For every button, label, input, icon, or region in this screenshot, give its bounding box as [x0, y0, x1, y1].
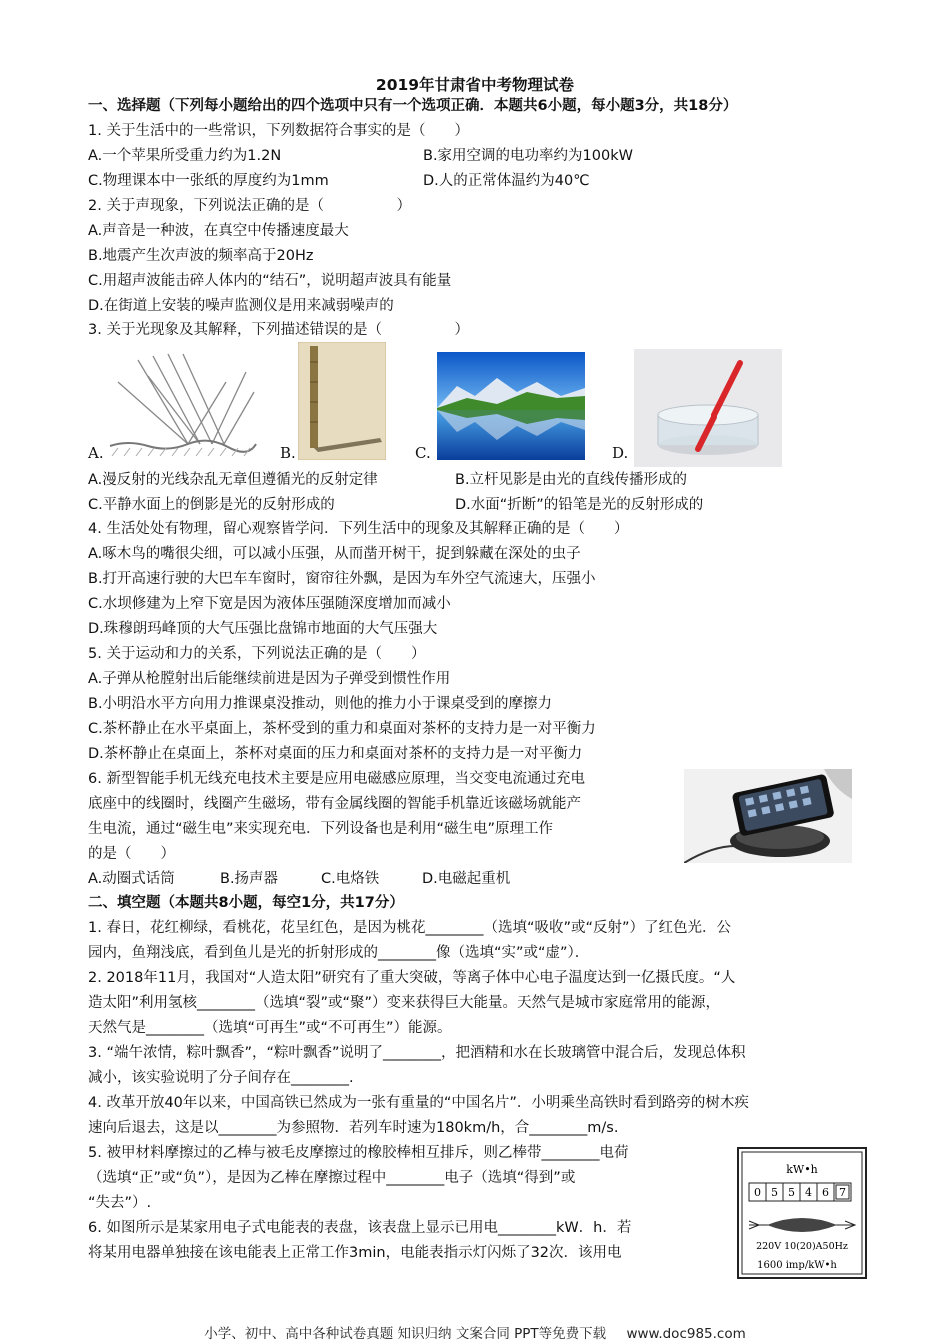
- fill-5-line-1: 5. 被甲材料摩擦过的乙棒与被毛皮摩擦过的橡胶棒相互排斥，则乙棒带________电荷: [88, 1145, 629, 1161]
- q5-option-c: C.茶杯静止在水平桌面上，茶杯受到的重力和桌面对茶杯的支持力是一对平衡力: [88, 721, 596, 737]
- meter-digit-decimal: 7: [839, 1186, 846, 1199]
- q2-option-b: B.地震产生次声波的频率高于20Hz: [88, 248, 314, 264]
- q5-option-b: B.小明沿水平方向用力推课桌没推动，则他的推力小于课桌受到的摩擦力: [88, 696, 553, 712]
- fill-4-line-2: 速向后退去，这是以________为参照物．若列车时速为180km/h，合________m/s.: [88, 1120, 619, 1136]
- fill-2-line-1: 2. 2018年11月，我国对“人造太阳”研究有了重大突破，等离子体中心电子温度达到一亿摄氏度。“人: [88, 970, 736, 986]
- section-1-heading: 一、选择题（下列每小题给出的四个选项中只有一个选项正确．本题共6小题，每小题3分，共18分）: [88, 98, 738, 114]
- meter-digit: 4: [805, 1186, 812, 1199]
- section-2-heading: 二、填空题（本题共8小题，每空1分，共17分）: [88, 895, 404, 911]
- meter-digit: 5: [771, 1186, 778, 1199]
- fill-3-line-2: 减小，该实验说明了分子间存在________.: [88, 1070, 354, 1086]
- q6-stem-line-1: 6. 新型智能手机无线充电技术主要是应用电磁感应原理，当交变电流通过充电: [88, 771, 585, 787]
- exam-title: 2019年甘肃省中考物理试卷: [375, 76, 575, 94]
- q1-stem: 1. 关于生活中的一些常识，下列数据符合事实的是（ ）: [88, 123, 469, 139]
- q6-option-b: B.扬声器: [220, 871, 279, 887]
- electric-meter-figure: [737, 1147, 867, 1279]
- q6-option-c: C.电烙铁: [321, 871, 380, 887]
- fill-5-line-2: （选填“正”或“负”），是因为乙棒在摩擦过程中________电子（选填“得到”或: [88, 1170, 576, 1186]
- q1-option-a: A.一个苹果所受重力约为1.2N: [88, 148, 282, 164]
- q3-picture-label-a: A.: [88, 444, 104, 462]
- q1-option-d: D.人的正常体温约为40℃: [423, 173, 590, 189]
- fill-6-line-1: 6. 如图所示是某家用电子式电能表的表盘，该表盘上显示已用电________kW．h．若: [88, 1220, 632, 1236]
- q4-stem: 4. 生活处处有物理，留心观察皆学问．下列生活中的现象及其解释正确的是（ ）: [88, 521, 629, 537]
- fill-1-line-2: 园内，鱼翔浅底，看到鱼儿是光的折射形成的________像（选填“实”或“虚”）．: [88, 945, 590, 961]
- q3-option-b: B.立杆见影是由光的直线传播形成的: [455, 472, 688, 488]
- fill-4-line-1: 4. 改革开放40年以来，中国高铁已然成为一张有重量的“中国名片”．小明乘坐高铁时看到路旁的树木疾: [88, 1095, 749, 1111]
- q5-option-a: A.子弹从枪膛射出后能继续前进是因为子弹受到惯性作用: [88, 671, 451, 687]
- q6-stem-line-4: 的是（ ）: [88, 846, 175, 862]
- q3-option-a: A.漫反射的光线杂乱无章但遵循光的反射定律: [88, 472, 378, 488]
- lake-reflection-figure: [437, 352, 585, 460]
- fill-2-line-2: 造太阳”利用氢核________（选填“裂”或“聚”）变来获得巨大能量。天然气是城市家庭常用的能源，: [88, 995, 721, 1011]
- fill-6-line-2: 将某用电器单独接在该电能表上正常工作3min，电能表指示灯闪烁了32次．该用电: [88, 1245, 622, 1261]
- meter-rating: 220V 10(20)A50Hz: [756, 1241, 848, 1252]
- q4-option-a: A.啄木鸟的嘴很尖细，可以减小压强，从而凿开树干，捉到躲藏在深处的虫子: [88, 546, 581, 562]
- fill-1-line-1: 1. 春日，花红柳绿，看桃花，花呈红色，是因为桃花________（选填“吸收”或“反射”）了红色光．公: [88, 920, 731, 936]
- q2-stem: 2. 关于声现象，下列说法正确的是（ ）: [88, 198, 411, 214]
- q3-stem: 3. 关于光现象及其解释，下列描述错误的是（ ）: [88, 322, 469, 338]
- meter-impulse-constant: 1600 imp/kW•h: [757, 1260, 837, 1271]
- q3-picture-label-c: C.: [415, 444, 431, 462]
- meter-unit-label: kW•h: [786, 1163, 818, 1176]
- fill-3-line-1: 3. “端午浓情，粽叶飘香”，“粽叶飘香”说明了________，把酒精和水在长玻璃管中混合后，发现总体积: [88, 1045, 746, 1061]
- q3-picture-label-d: D.: [612, 444, 629, 462]
- q6-stem-line-3: 生电流，通过“磁生电”来实现充电．下列设备也是利用“磁生电”原理工作: [88, 821, 554, 837]
- q1-option-b: B.家用空调的电功率约为100kW: [423, 148, 633, 164]
- footer-text: 小学、初中、高中各种试卷真题 知识归纳 文案合同 PPT等免费下载: [204, 1326, 607, 1342]
- q6-option-d: D.电磁起重机: [422, 871, 511, 887]
- meter-digit: 0: [754, 1186, 761, 1199]
- q4-option-c: C.水坝修建为上窄下宽是因为液体压强随深度增加而减小: [88, 596, 451, 612]
- q3-picture-label-b: B.: [280, 444, 296, 462]
- page-footer: [0, 1322, 950, 1342]
- q5-stem: 5. 关于运动和力的关系，下列说法正确的是（ ）: [88, 646, 426, 662]
- wireless-charger-figure: [684, 769, 852, 863]
- q2-option-d: D.在街道上安装的噪声监测仪是用来减弱噪声的: [88, 298, 394, 314]
- q4-option-d: D.珠穆朗玛峰顶的大气压强比盘锦市地面的大气压强大: [88, 621, 438, 637]
- q2-option-c: C.用超声波能击碎人体内的“结石”，说明超声波具有能量: [88, 273, 452, 289]
- q6-stem-line-2: 底座中的线圈时，线圈产生磁场，带有金属线圈的智能手机靠近该磁场就能产: [88, 796, 581, 812]
- q5-option-d: D.茶杯静止在桌面上，茶杯对桌面的压力和桌面对茶杯的支持力是一对平衡力: [88, 746, 583, 762]
- meter-digit: 6: [822, 1186, 829, 1199]
- fill-2-line-3: 天然气是________（选填“可再生”或“不可再生”）能源。: [88, 1020, 452, 1036]
- diffuse-reflection-figure: [108, 352, 258, 460]
- q1-option-c: C.物理课本中一张纸的厚度约为1mm: [88, 173, 329, 189]
- q3-option-d: D.水面“折断”的铅笔是光的反射形成的: [455, 497, 704, 513]
- q2-option-a: A.声音是一种波，在真空中传播速度最大: [88, 223, 349, 239]
- footer-url[interactable]: www.doc985.com: [626, 1326, 746, 1342]
- pencil-in-water-figure: [634, 349, 782, 467]
- pole-shadow-figure: [298, 342, 386, 460]
- q6-option-a: A.动圈式话筒: [88, 871, 175, 887]
- q3-option-c: C.平静水面上的倒影是光的反射形成的: [88, 497, 335, 513]
- meter-digit: 5: [788, 1186, 795, 1199]
- q4-option-b: B.打开高速行驶的大巴车车窗时，窗帘往外飘，是因为车外空气流速大，压强小: [88, 571, 596, 587]
- fill-5-line-3: “失去”）.: [88, 1195, 152, 1211]
